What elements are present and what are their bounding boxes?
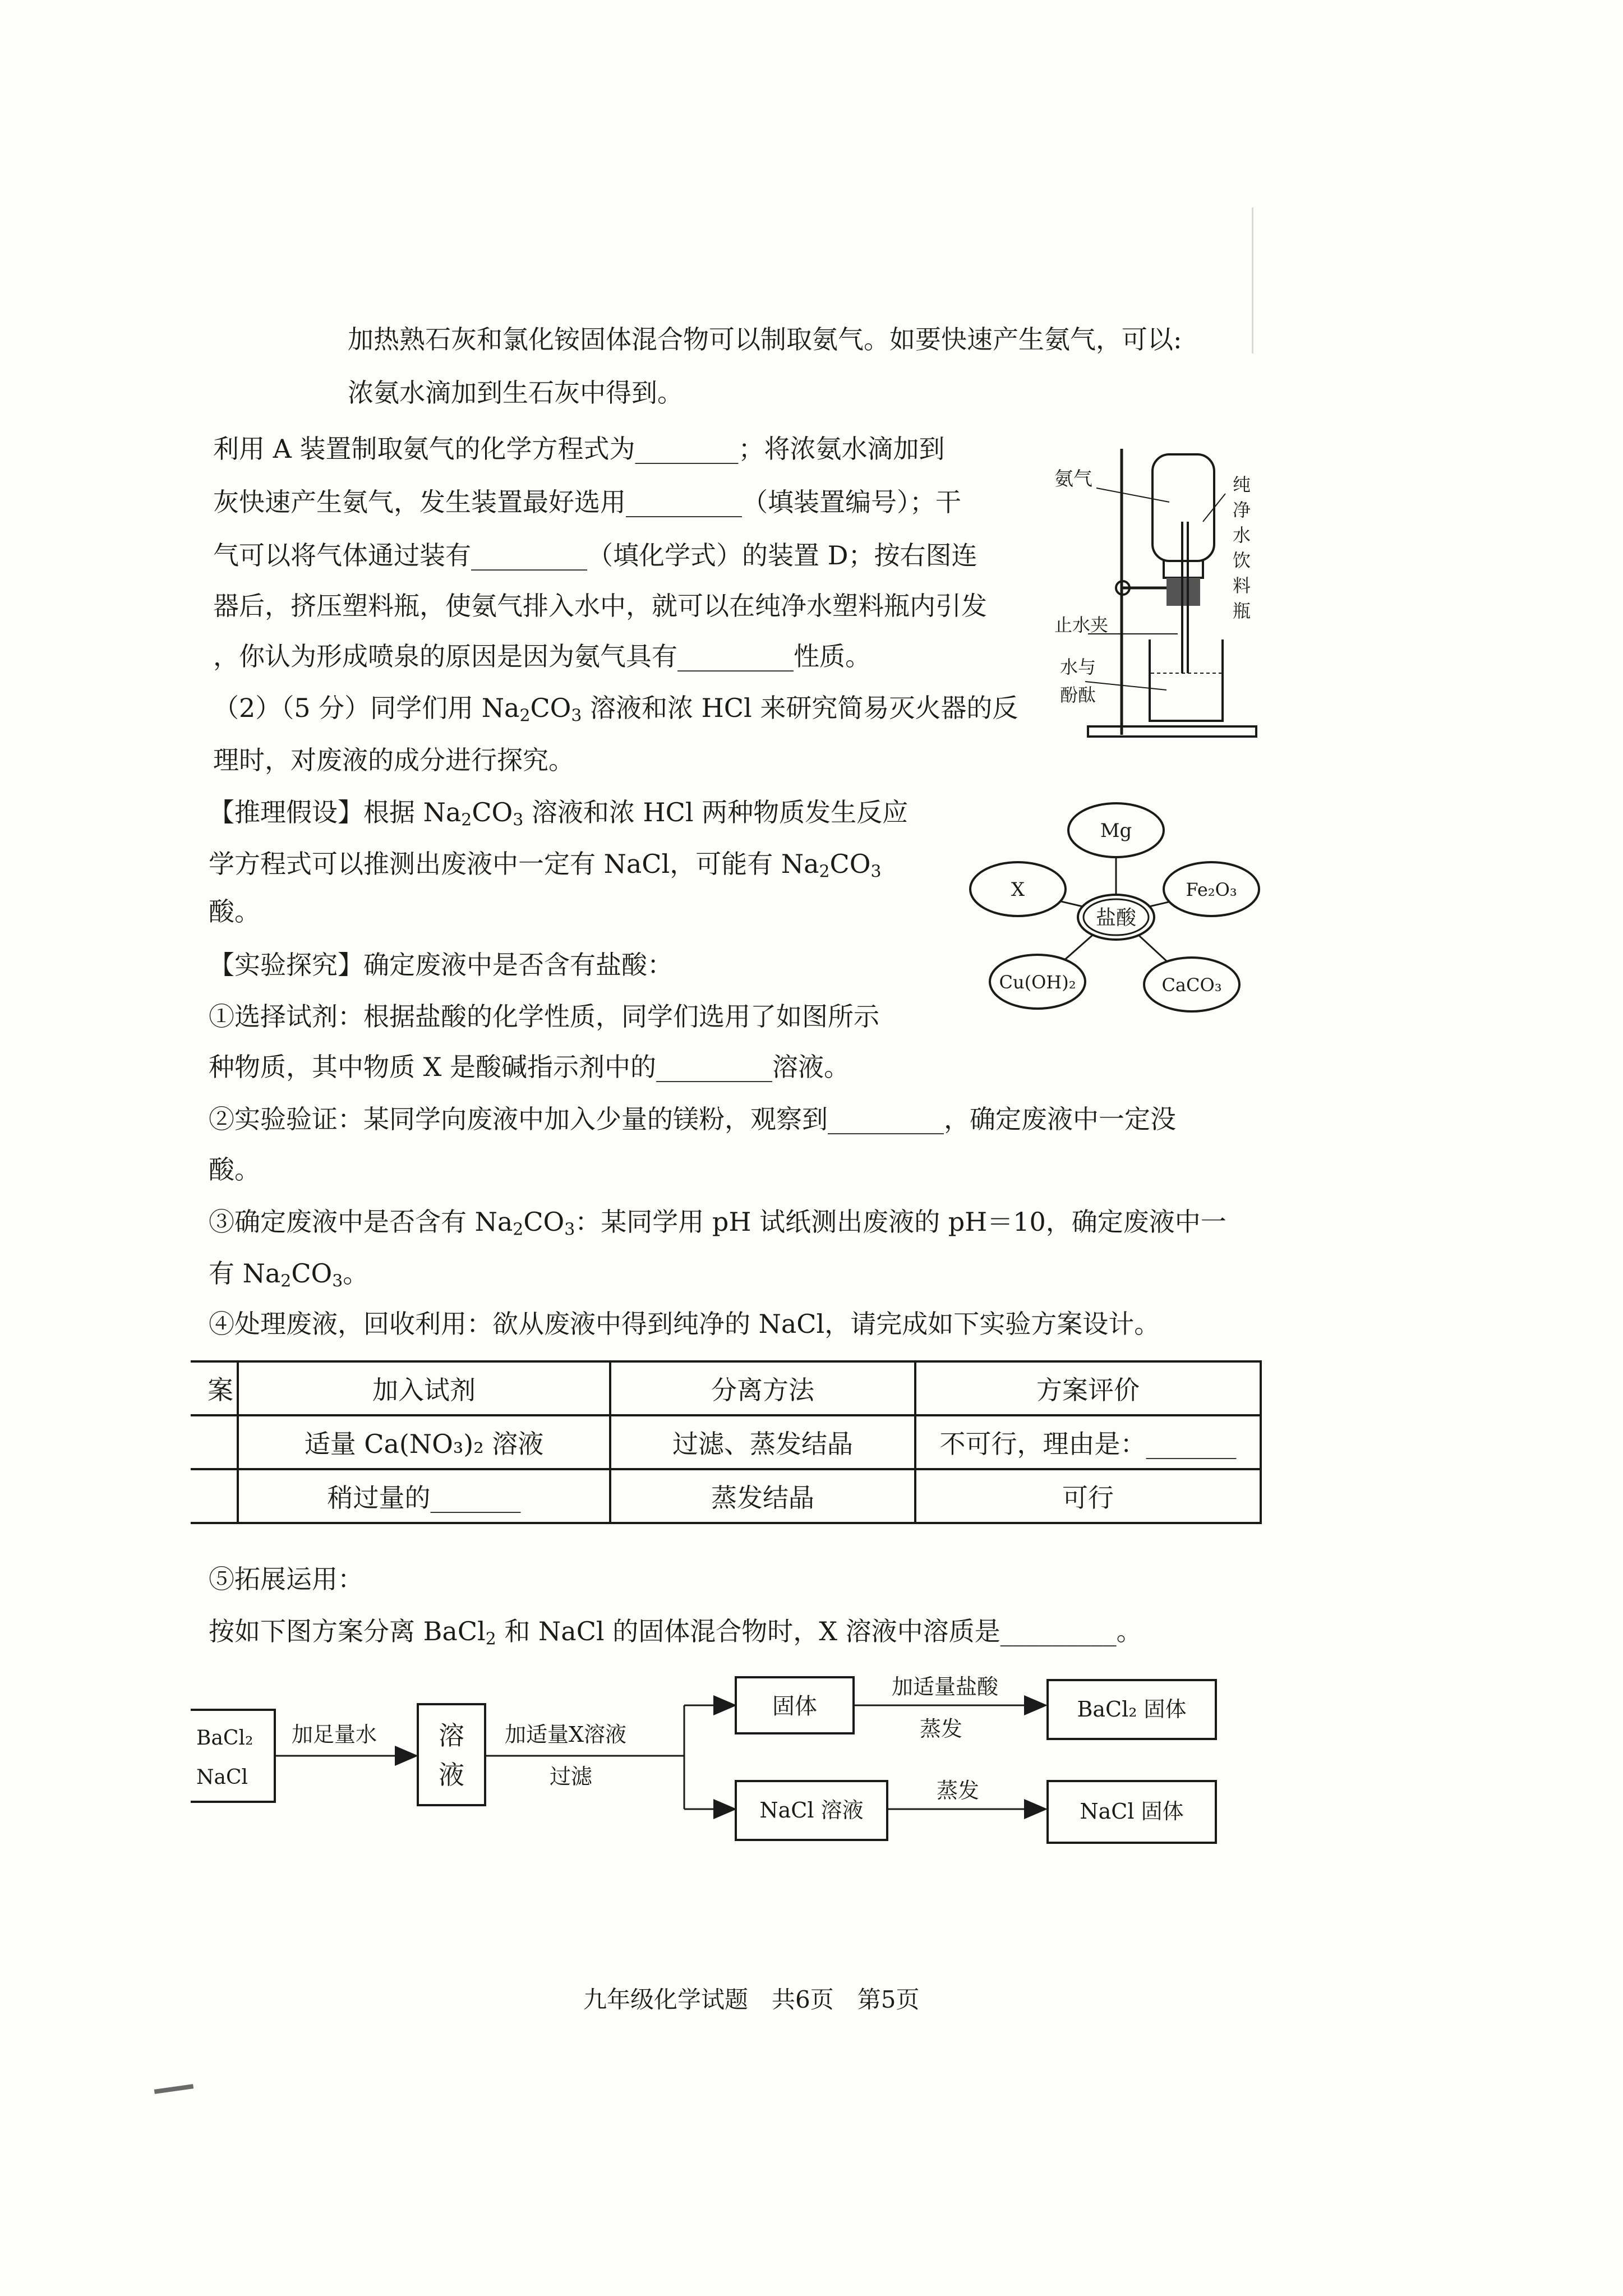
node-mg: Mg (1100, 820, 1132, 842)
separation-flow-diagram (191, 1672, 1267, 1874)
hydrochloric-acid-diagram (965, 797, 1267, 1032)
table-header-cell: 方案评价 (915, 1361, 1261, 1415)
step1-line-1: ①选择试剂：根据盐酸的化学性质，同学们选用了如图所示 (209, 1001, 879, 1032)
flow-solution-2: 液 (439, 1760, 464, 1790)
label-ammonia: 氨气 (1054, 468, 1092, 490)
q1-line-4: 器后，挤压塑料瓶，使氨气排入水中，就可以在纯净水塑料瓶内引发 (213, 591, 987, 621)
label-bottle-1: 纯 (1233, 474, 1251, 495)
step1-line-2: 种物质，其中物质 X 是酸碱指示剂中的_________溶液。 (209, 1052, 850, 1082)
label-water-1: 水与 (1060, 656, 1096, 678)
step3-line-2: 有 $Na_2CO_3$。 (209, 1258, 369, 1291)
table-cell (191, 1415, 238, 1469)
label-bottle-6: 瓶 (1233, 600, 1251, 622)
q1-line-1: 利用 A 装置制取氨气的化学方程式为________；将浓氨水滴加到 (213, 434, 945, 464)
label-clamp: 止水夹 (1054, 614, 1109, 636)
table-cell: 适量 Ca(NO₃)₂ 溶液 (238, 1415, 610, 1469)
q2-line-1: （2）（5 分）同学们用 $Na_2CO_3$ 溶液和浓 HCl 来研究简易灭火器的反 (213, 693, 1018, 726)
q2-line-2: 理时，对废液的成分进行探究。 (213, 745, 574, 775)
hypothesis-line-2: 学方程式可以推测出废液中一定有 NaCl，可能有 $Na_2CO_3$ (209, 849, 882, 882)
extend-line-1: 按如下图方案分离 BaCl$_2$ 和 NaCl 的固体混合物时，X 溶液中溶质是_________。 (209, 1616, 1142, 1649)
label-bottle-5: 料 (1233, 575, 1251, 596)
table-header-cell: 加入试剂 (238, 1361, 610, 1415)
flow-nacl-solution: NaCl 溶液 (759, 1798, 864, 1823)
label-bottle-2: 净 (1233, 499, 1251, 521)
table-header-row (191, 1361, 1261, 1415)
explore-title: 【实验探究】确定废液中是否含有盐酸： (209, 950, 673, 980)
table-header-cell: 案 (191, 1361, 238, 1415)
flow-solid: 固体 (772, 1694, 817, 1719)
step4-line: ④处理废液，回收利用：欲从废液中得到纯净的 NaCl，请完成如下实验方案设计。 (209, 1309, 1160, 1339)
flow-arrow1-label: 加足量水 (292, 1722, 377, 1747)
node-hcl: 盐酸 (1095, 907, 1137, 930)
q1-line-2: 灰快速产生氨气，发生装置最好选用_________（填装置编号）；干 (213, 487, 961, 517)
flow-arrow4-label: 蒸发 (937, 1778, 980, 1803)
intro-line-2: 浓氨水滴加到生石灰中得到。 (348, 378, 683, 408)
label-water-2: 酚酞 (1060, 684, 1096, 706)
flow-start-nacl: NaCl (196, 1766, 248, 1789)
table-header-cell: 分离方法 (610, 1361, 915, 1415)
node-x: X (1011, 878, 1025, 901)
node-fe2o3: Fe₂O₃ (1186, 879, 1237, 900)
flow-bacl2-solid: BaCl₂ 固体 (1077, 1697, 1187, 1722)
flow-start-bacl2: BaCl₂ (196, 1727, 253, 1750)
table-cell: 过滤、蒸发结晶 (610, 1415, 915, 1469)
table-row (191, 1469, 1261, 1523)
step3-line-1: ③确定废液中是否含有 $Na_2CO_3$：某同学用 pH 试纸测出废液的 pH＝10，确定废液中一 (209, 1207, 1227, 1240)
scan-edge-line (1252, 208, 1253, 353)
scan-smudge (154, 2084, 193, 2094)
step2-line-2: 酸。 (209, 1154, 260, 1185)
plan-table (191, 1360, 1262, 1524)
step2-line-1: ②实验验证：某同学向废液中加入少量的镁粉，观察到_________，确定废液中一定没 (209, 1104, 1176, 1134)
q1-line-3: 气可以将气体通过装有_________（填化学式）的装置 D；按右图连 (213, 540, 978, 570)
flow-arrow3-label-b: 蒸发 (920, 1717, 963, 1741)
intro-line-1: 加热熟石灰和氯化铵固体混合物可以制取氨气。如要快速产生氨气，可以: (348, 324, 1182, 355)
table-cell: 稍过量的_______ (238, 1469, 610, 1523)
flow-arrow3-label-a: 加适量盐酸 (892, 1674, 999, 1699)
fountain-apparatus-figure (1054, 438, 1267, 740)
label-bottle-3: 水 (1233, 524, 1251, 546)
node-caco3: CaCO₃ (1161, 974, 1222, 996)
flow-arrow2-label-b: 过滤 (550, 1764, 593, 1789)
table-row (191, 1415, 1261, 1469)
label-bottle-4: 饮 (1233, 550, 1251, 571)
table-cell: 可行 (915, 1469, 1261, 1523)
table-cell: 蒸发结晶 (610, 1469, 915, 1523)
flow-solution-1: 溶 (439, 1720, 464, 1751)
flow-arrow2-label-a: 加适量X溶液 (505, 1722, 627, 1747)
hypothesis-line-1: 【推理假设】根据 $Na_2CO_3$ 溶液和浓 HCl 两种物质发生反应 (209, 797, 909, 830)
page-footer: 九年级化学试题 共6页 第5页 (583, 1986, 920, 2013)
hypothesis-line-3: 酸。 (209, 896, 260, 927)
table-cell: 不可行，理由是：_______ (915, 1415, 1261, 1469)
table-cell (191, 1469, 238, 1523)
node-cuoh2: Cu(OH)₂ (999, 972, 1076, 993)
flow-nacl-solid: NaCl 固体 (1080, 1799, 1184, 1824)
extend-title: ⑤拓展运用： (209, 1564, 363, 1594)
q1-line-5: ，你认为形成喷泉的原因是因为氨气具有_________性质。 (213, 641, 871, 671)
